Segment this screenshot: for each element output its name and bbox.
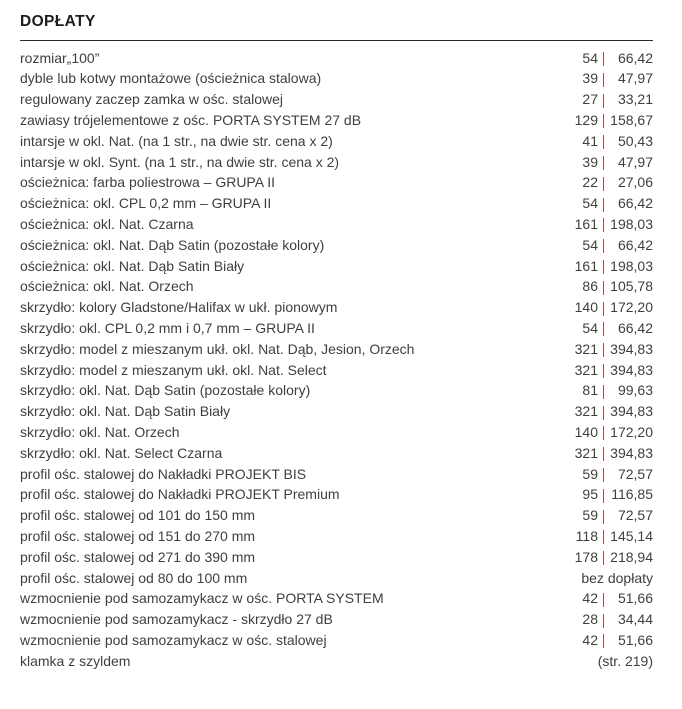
table-row xyxy=(20,588,653,609)
row-price xyxy=(571,505,653,526)
row-label: rozmiar„100” xyxy=(20,49,100,66)
price-value-1: 161 xyxy=(574,215,598,232)
row-label: ościeżnica: okl. Nat. Dąb Satin Biały xyxy=(20,257,245,274)
price-value-2: 66,42 xyxy=(617,319,653,336)
price-separator-bar xyxy=(603,447,604,461)
row-label: skrzydło: okl. Nat. Select Czarna xyxy=(20,444,223,461)
row-price xyxy=(571,48,653,69)
price-value-1: 129 xyxy=(574,111,598,128)
row-price xyxy=(581,568,653,589)
page-title: DOPŁATY xyxy=(20,13,96,30)
price-value-2: 218,94 xyxy=(610,548,653,565)
price-value-2: 47,97 xyxy=(617,70,653,87)
row-label: regulowany zaczep zamka w ośc. stalowej xyxy=(20,91,284,108)
price-value-2: 116,85 xyxy=(611,486,653,503)
row-label: skrzydło: okl. CPL 0,2 mm i 0,7 mm – GRUPA II xyxy=(20,319,315,336)
price-value-2: 172,20 xyxy=(610,299,653,316)
table-row xyxy=(20,547,653,568)
price-value-2: 33,21 xyxy=(617,91,653,108)
row-label: wzmocnienie pod samozamykacz w ośc. stalowej xyxy=(20,631,327,648)
price-separator-bar xyxy=(603,489,604,503)
row-price xyxy=(571,214,653,235)
price-value-1: 42 xyxy=(582,590,598,607)
price-value-1: 118 xyxy=(575,527,598,544)
price-value-1: 321 xyxy=(574,444,598,461)
row-label: ościeżnica: okl. Nat. Czarna xyxy=(20,215,194,232)
table-row xyxy=(20,526,653,547)
row-label: klamka z szyldem xyxy=(20,652,131,669)
price-separator-bar xyxy=(603,614,604,628)
price-value-1: 54 xyxy=(582,236,598,253)
row-price xyxy=(571,360,653,381)
price-value-1: 59 xyxy=(582,465,598,482)
price-value-2: 198,03 xyxy=(610,257,653,274)
price-separator-bar xyxy=(603,426,604,440)
price-value-1: 161 xyxy=(574,257,598,274)
price-separator-bar xyxy=(603,385,604,399)
price-separator-bar xyxy=(603,510,604,524)
row-label: ościeżnica: farba poliestrowa – GRUPA II xyxy=(20,174,275,191)
price-separator-bar xyxy=(603,239,604,253)
price-value-2: 394,83 xyxy=(610,444,653,461)
price-value-2: 47,97 xyxy=(617,153,653,170)
row-price xyxy=(571,131,653,152)
row-price xyxy=(598,651,653,672)
row-label: profil ośc. stalowej od 101 do 150 mm xyxy=(20,507,256,524)
price-separator-bar xyxy=(603,468,604,482)
price-value-1: 54 xyxy=(582,319,598,336)
row-price xyxy=(571,110,653,131)
price-value-1: 321 xyxy=(574,403,598,420)
price-value-2: 66,42 xyxy=(617,236,653,253)
row-price xyxy=(571,380,653,401)
row-price xyxy=(571,297,653,318)
table-row xyxy=(20,48,653,69)
row-label: skrzydło: okl. Nat. Orzech xyxy=(20,423,180,440)
table-row xyxy=(20,256,653,277)
price-value-2: 66,42 xyxy=(617,195,653,212)
price-separator-bar xyxy=(603,177,604,191)
price-separator-bar xyxy=(603,406,604,420)
price-separator-bar xyxy=(603,218,604,232)
table-row xyxy=(20,68,653,89)
price-value-1: 140 xyxy=(574,299,598,316)
price-value-2: 145,14 xyxy=(610,527,653,544)
row-label: wzmocnienie pod samozamykacz - skrzydło 27 dB xyxy=(20,611,333,628)
table-row xyxy=(20,89,653,110)
table-row xyxy=(20,422,653,443)
price-separator-bar xyxy=(603,530,604,544)
row-price xyxy=(571,464,653,485)
row-label: dyble lub kotwy montażowe (ościeżnica stalowa) xyxy=(20,70,322,87)
row-price xyxy=(571,256,653,277)
price-value-1: 22 xyxy=(582,174,598,191)
row-label: skrzydło: kolory Gladstone/Halifax w ukł. pionowym xyxy=(20,299,338,316)
row-price xyxy=(571,339,653,360)
row-label: skrzydło: model z mieszanym ukł. okl. Nat. Select xyxy=(20,361,327,378)
row-price xyxy=(571,547,653,568)
price-value-1: 178 xyxy=(574,548,598,565)
row-price xyxy=(571,630,653,651)
price-value-1: 28 xyxy=(582,611,598,628)
row-price xyxy=(571,588,653,609)
price-value-2: 51,66 xyxy=(617,590,653,607)
table-row xyxy=(20,401,653,422)
price-value-2: 50,43 xyxy=(617,132,653,149)
row-price xyxy=(571,193,653,214)
price-value-1: 42 xyxy=(582,631,598,648)
row-label: profil ośc. stalowej od 271 do 390 mm xyxy=(20,548,256,565)
table-row xyxy=(20,464,653,485)
row-price xyxy=(571,484,653,505)
price-separator-bar xyxy=(603,322,604,336)
price-value-1: 81 xyxy=(582,382,598,399)
table-row xyxy=(20,651,653,672)
row-label: skrzydło: model z mieszanym ukł. okl. Nat. Dąb, Jesion, Orzech xyxy=(20,340,415,357)
price-separator-bar xyxy=(603,135,604,149)
price-value-2: 34,44 xyxy=(617,611,653,628)
price-value-2: 394,83 xyxy=(610,361,653,378)
row-label: profil ośc. stalowej od 80 do 100 mm xyxy=(20,569,248,586)
row-label: intarsje w okl. Synt. (na 1 str., na dwie str. cena x 2) xyxy=(20,153,340,170)
table-row xyxy=(20,235,653,256)
row-label: skrzydło: okl. Nat. Dąb Satin (pozostałe kolory) xyxy=(20,382,311,399)
row-label: ościeżnica: okl. Nat. Dąb Satin (pozostałe kolory) xyxy=(20,236,325,253)
price-value-2: 158,67 xyxy=(610,111,653,128)
price-value-1: 86 xyxy=(582,278,598,295)
row-label: ościeżnica: okl. CPL 0,2 mm – GRUPA II xyxy=(20,195,272,212)
price-value-2: 394,83 xyxy=(610,340,653,357)
table-row xyxy=(20,110,653,131)
table-row xyxy=(20,360,653,381)
price-value-2: 72,57 xyxy=(617,507,653,524)
row-label: ościeżnica: okl. Nat. Orzech xyxy=(20,278,194,295)
price-separator-bar xyxy=(603,198,604,212)
table-row xyxy=(20,568,653,589)
table-row xyxy=(20,484,653,505)
price-value-1: 27 xyxy=(582,91,598,108)
row-price xyxy=(571,526,653,547)
row-label: wzmocnienie pod samozamykacz w ośc. PORTA SYSTEM xyxy=(20,590,384,607)
price-separator-bar xyxy=(603,114,604,128)
table-row xyxy=(20,131,653,152)
price-value-1: 321 xyxy=(574,340,598,357)
table-row xyxy=(20,630,653,651)
row-price xyxy=(571,609,653,630)
price-separator-bar xyxy=(603,73,604,87)
price-value-2: 27,06 xyxy=(617,174,653,191)
row-price xyxy=(571,276,653,297)
price-separator-bar xyxy=(603,156,604,170)
row-label: profil ośc. stalowej od 151 do 270 mm xyxy=(20,527,256,544)
price-separator-bar xyxy=(603,634,604,648)
price-separator-bar xyxy=(603,94,604,108)
table-row xyxy=(20,505,653,526)
price-value-1: 321 xyxy=(574,361,598,378)
price-value-1: 41 xyxy=(582,132,598,149)
price-value-2: 172,20 xyxy=(610,423,653,440)
row-label: profil ośc. stalowej do Nakładki PROJEKT Premium xyxy=(20,486,340,503)
table-row xyxy=(20,443,653,464)
table-row xyxy=(20,172,653,193)
price-value-1: 54 xyxy=(582,195,598,212)
price-separator-bar xyxy=(603,343,604,357)
price-separator-bar xyxy=(603,364,604,378)
row-price xyxy=(571,68,653,89)
row-label: skrzydło: okl. Nat. Dąb Satin Biały xyxy=(20,403,231,420)
price-note: bez dopłaty xyxy=(581,569,653,586)
table-row xyxy=(20,152,653,173)
row-price xyxy=(571,89,653,110)
table-row xyxy=(20,318,653,339)
price-value-1: 39 xyxy=(582,70,598,87)
price-separator-bar xyxy=(603,593,604,607)
price-value-1: 54 xyxy=(582,49,598,66)
price-value-1: 140 xyxy=(574,423,598,440)
table-row xyxy=(20,380,653,401)
price-value-2: 394,83 xyxy=(610,403,653,420)
price-value-1: 39 xyxy=(582,153,598,170)
row-label: profil ośc. stalowej do Nakładki PROJEKT BIS xyxy=(20,465,307,482)
price-value-2: 72,57 xyxy=(617,465,653,482)
row-price xyxy=(571,235,653,256)
surcharges-table xyxy=(20,48,653,672)
price-value-1: 95 xyxy=(582,486,598,503)
price-note: (str. 219) xyxy=(597,652,653,669)
price-value-2: 198,03 xyxy=(610,215,653,232)
table-row xyxy=(20,276,653,297)
price-value-2: 66,42 xyxy=(617,49,653,66)
price-separator-bar xyxy=(603,302,604,316)
row-price xyxy=(571,401,653,422)
price-value-1: 59 xyxy=(582,507,598,524)
table-row xyxy=(20,609,653,630)
row-label: zawiasy trójelementowe z ośc. PORTA SYSTEM 27 dB xyxy=(20,111,362,128)
row-price xyxy=(571,443,653,464)
price-value-2: 105,78 xyxy=(610,278,653,295)
price-separator-bar xyxy=(603,52,604,66)
row-price xyxy=(571,422,653,443)
table-row xyxy=(20,193,653,214)
table-row xyxy=(20,339,653,360)
price-separator-bar xyxy=(603,551,604,565)
title-divider xyxy=(20,40,653,41)
row-price xyxy=(571,172,653,193)
table-row xyxy=(20,297,653,318)
price-separator-bar xyxy=(603,281,604,295)
price-separator-bar xyxy=(603,260,604,274)
price-value-2: 51,66 xyxy=(617,631,653,648)
price-value-2: 99,63 xyxy=(617,382,653,399)
row-label: intarsje w okl. Nat. (na 1 str., na dwie str. cena x 2) xyxy=(20,132,333,149)
table-row xyxy=(20,214,653,235)
row-price xyxy=(571,318,653,339)
row-price xyxy=(571,152,653,173)
